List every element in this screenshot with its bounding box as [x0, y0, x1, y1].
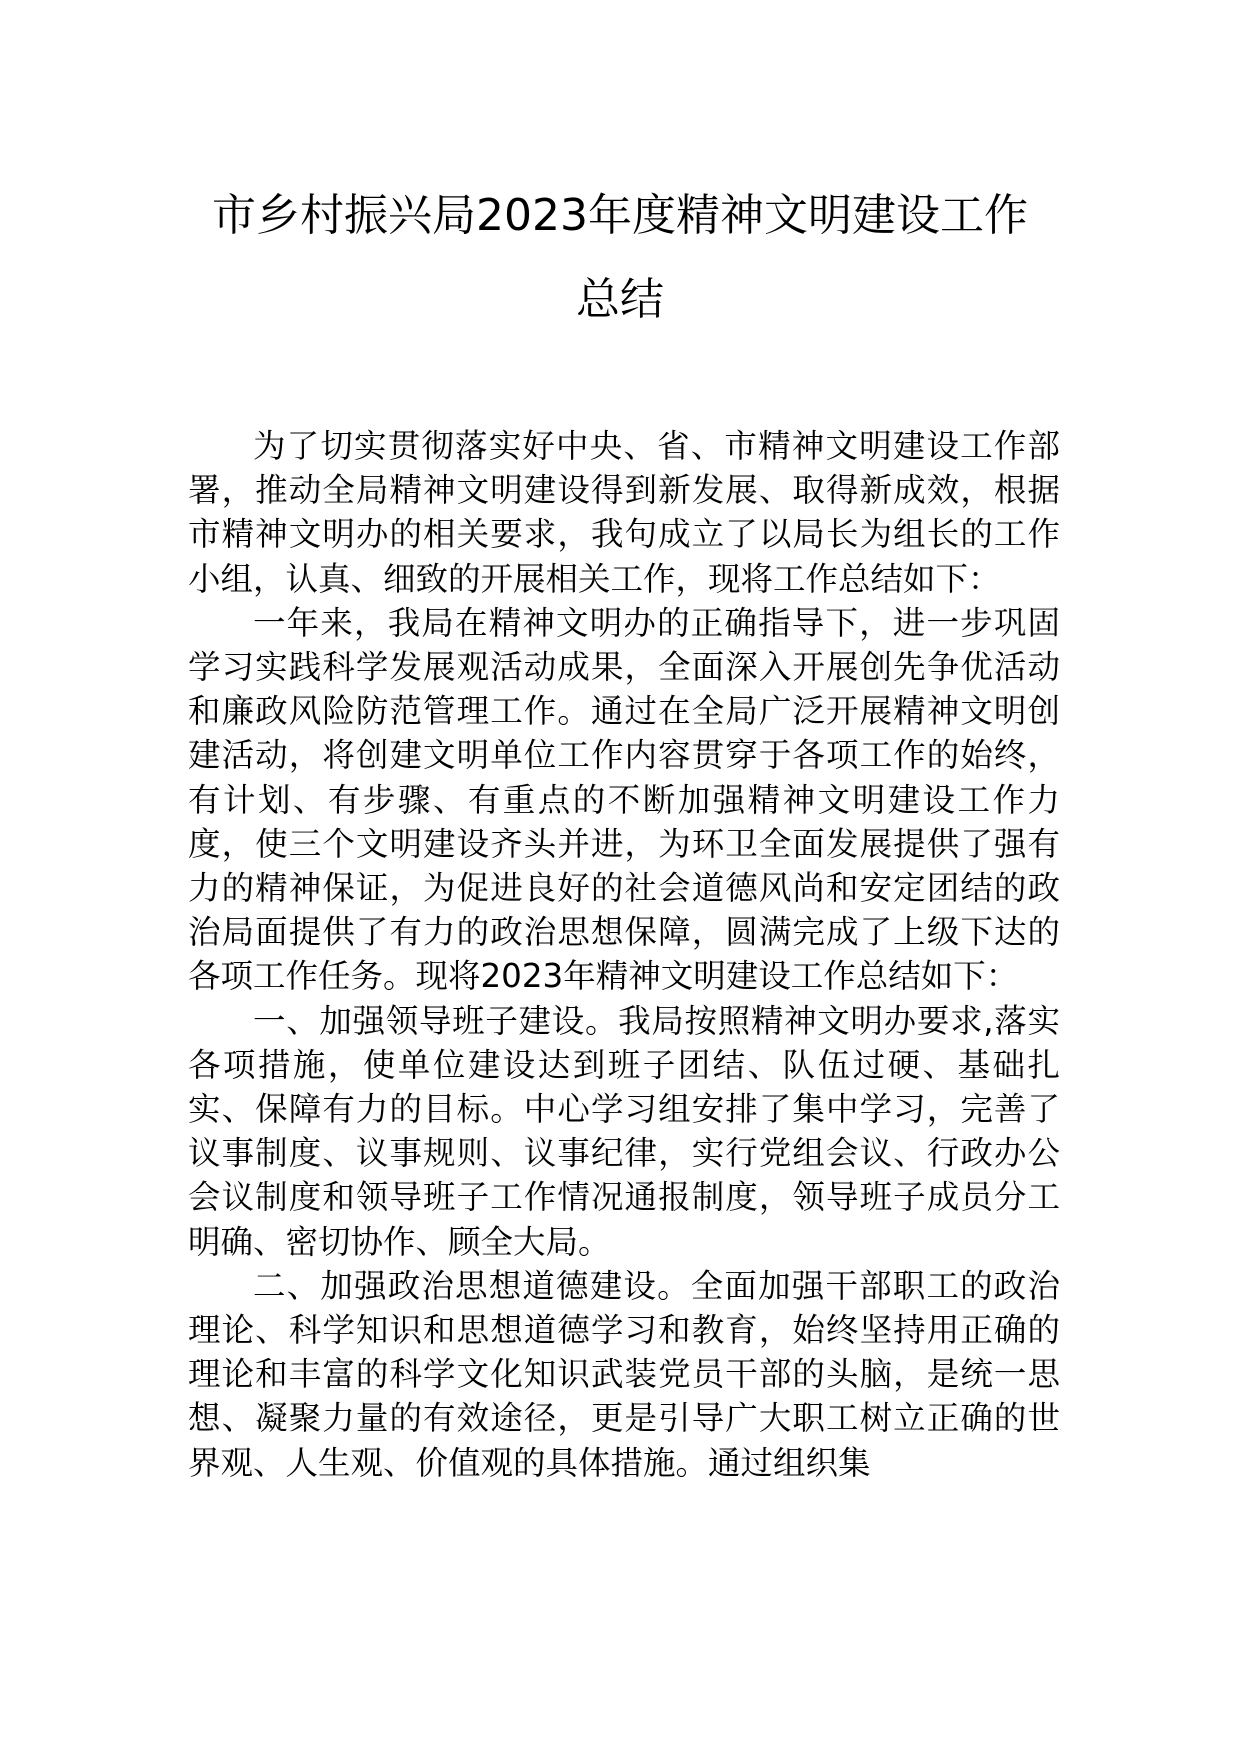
- paragraph-ideology: 二、加强政治思想道德建设。全面加强干部职工的政治理论、科学知识和思想道德学习和教育，始终坚持用正确的理论和丰富的科学文化知识武装党员干部的头脑，是统一思想、凝聚力量的有效途径，更是引导广大职工树立正确的世界观、人生观、价值观的具体措施。通过组织集: [188, 1266, 1060, 1482]
- title-line-2: 总结: [576, 274, 664, 325]
- document-title: [150, 174, 1090, 342]
- title-line-1: 市乡村振兴局2023年度精神文明建设工作: [212, 190, 1028, 241]
- paragraph-overview: 一年来，我局在精神文明办的正确指导下，进一步巩固学习实践科学发展观活动成果，全面深入开展创先争优活动和廉政风险防范管理工作。通过在全局广泛开展精神文明创建活动，将创建文明单位工作内容贯穿于各项工作的始终，有计划、有步骤、有重点的不断加强精神文明建设工作力度，使三个文明建设齐头并进，为环卫全面发展提供了强有力的精神保证，为促进良好的社会道德风尚和安定团结的政治局面提供了有力的政治思想保障，圆满完成了上级下达的各项工作任务。现将2023年精神文明建设工作总结如下：: [188, 603, 1060, 996]
- paragraph-leadership: 一、加强领导班子建设。我局按照精神文明办要求,落实各项措施，使单位建设达到班子团结、队伍过硬、基础扎实、保障有力的目标。中心学习组安排了集中学习，完善了议事制度、议事规则、议事纪律，实行党组会议、行政办公会议制度和领导班子工作情况通报制度，领导班子成员分工明确、密切协作、顾全大局。: [188, 1001, 1060, 1261]
- document-body: [188, 424, 1060, 1485]
- paragraph-intro: 为了切实贯彻落实好中央、省、市精神文明建设工作部署，推动全局精神文明建设得到新发展、取得新成效，根据市精神文明办的相关要求，我句成立了以局长为组长的工作小组，认真、细致的开展相关工作，现将工作总结如下：: [188, 427, 1060, 598]
